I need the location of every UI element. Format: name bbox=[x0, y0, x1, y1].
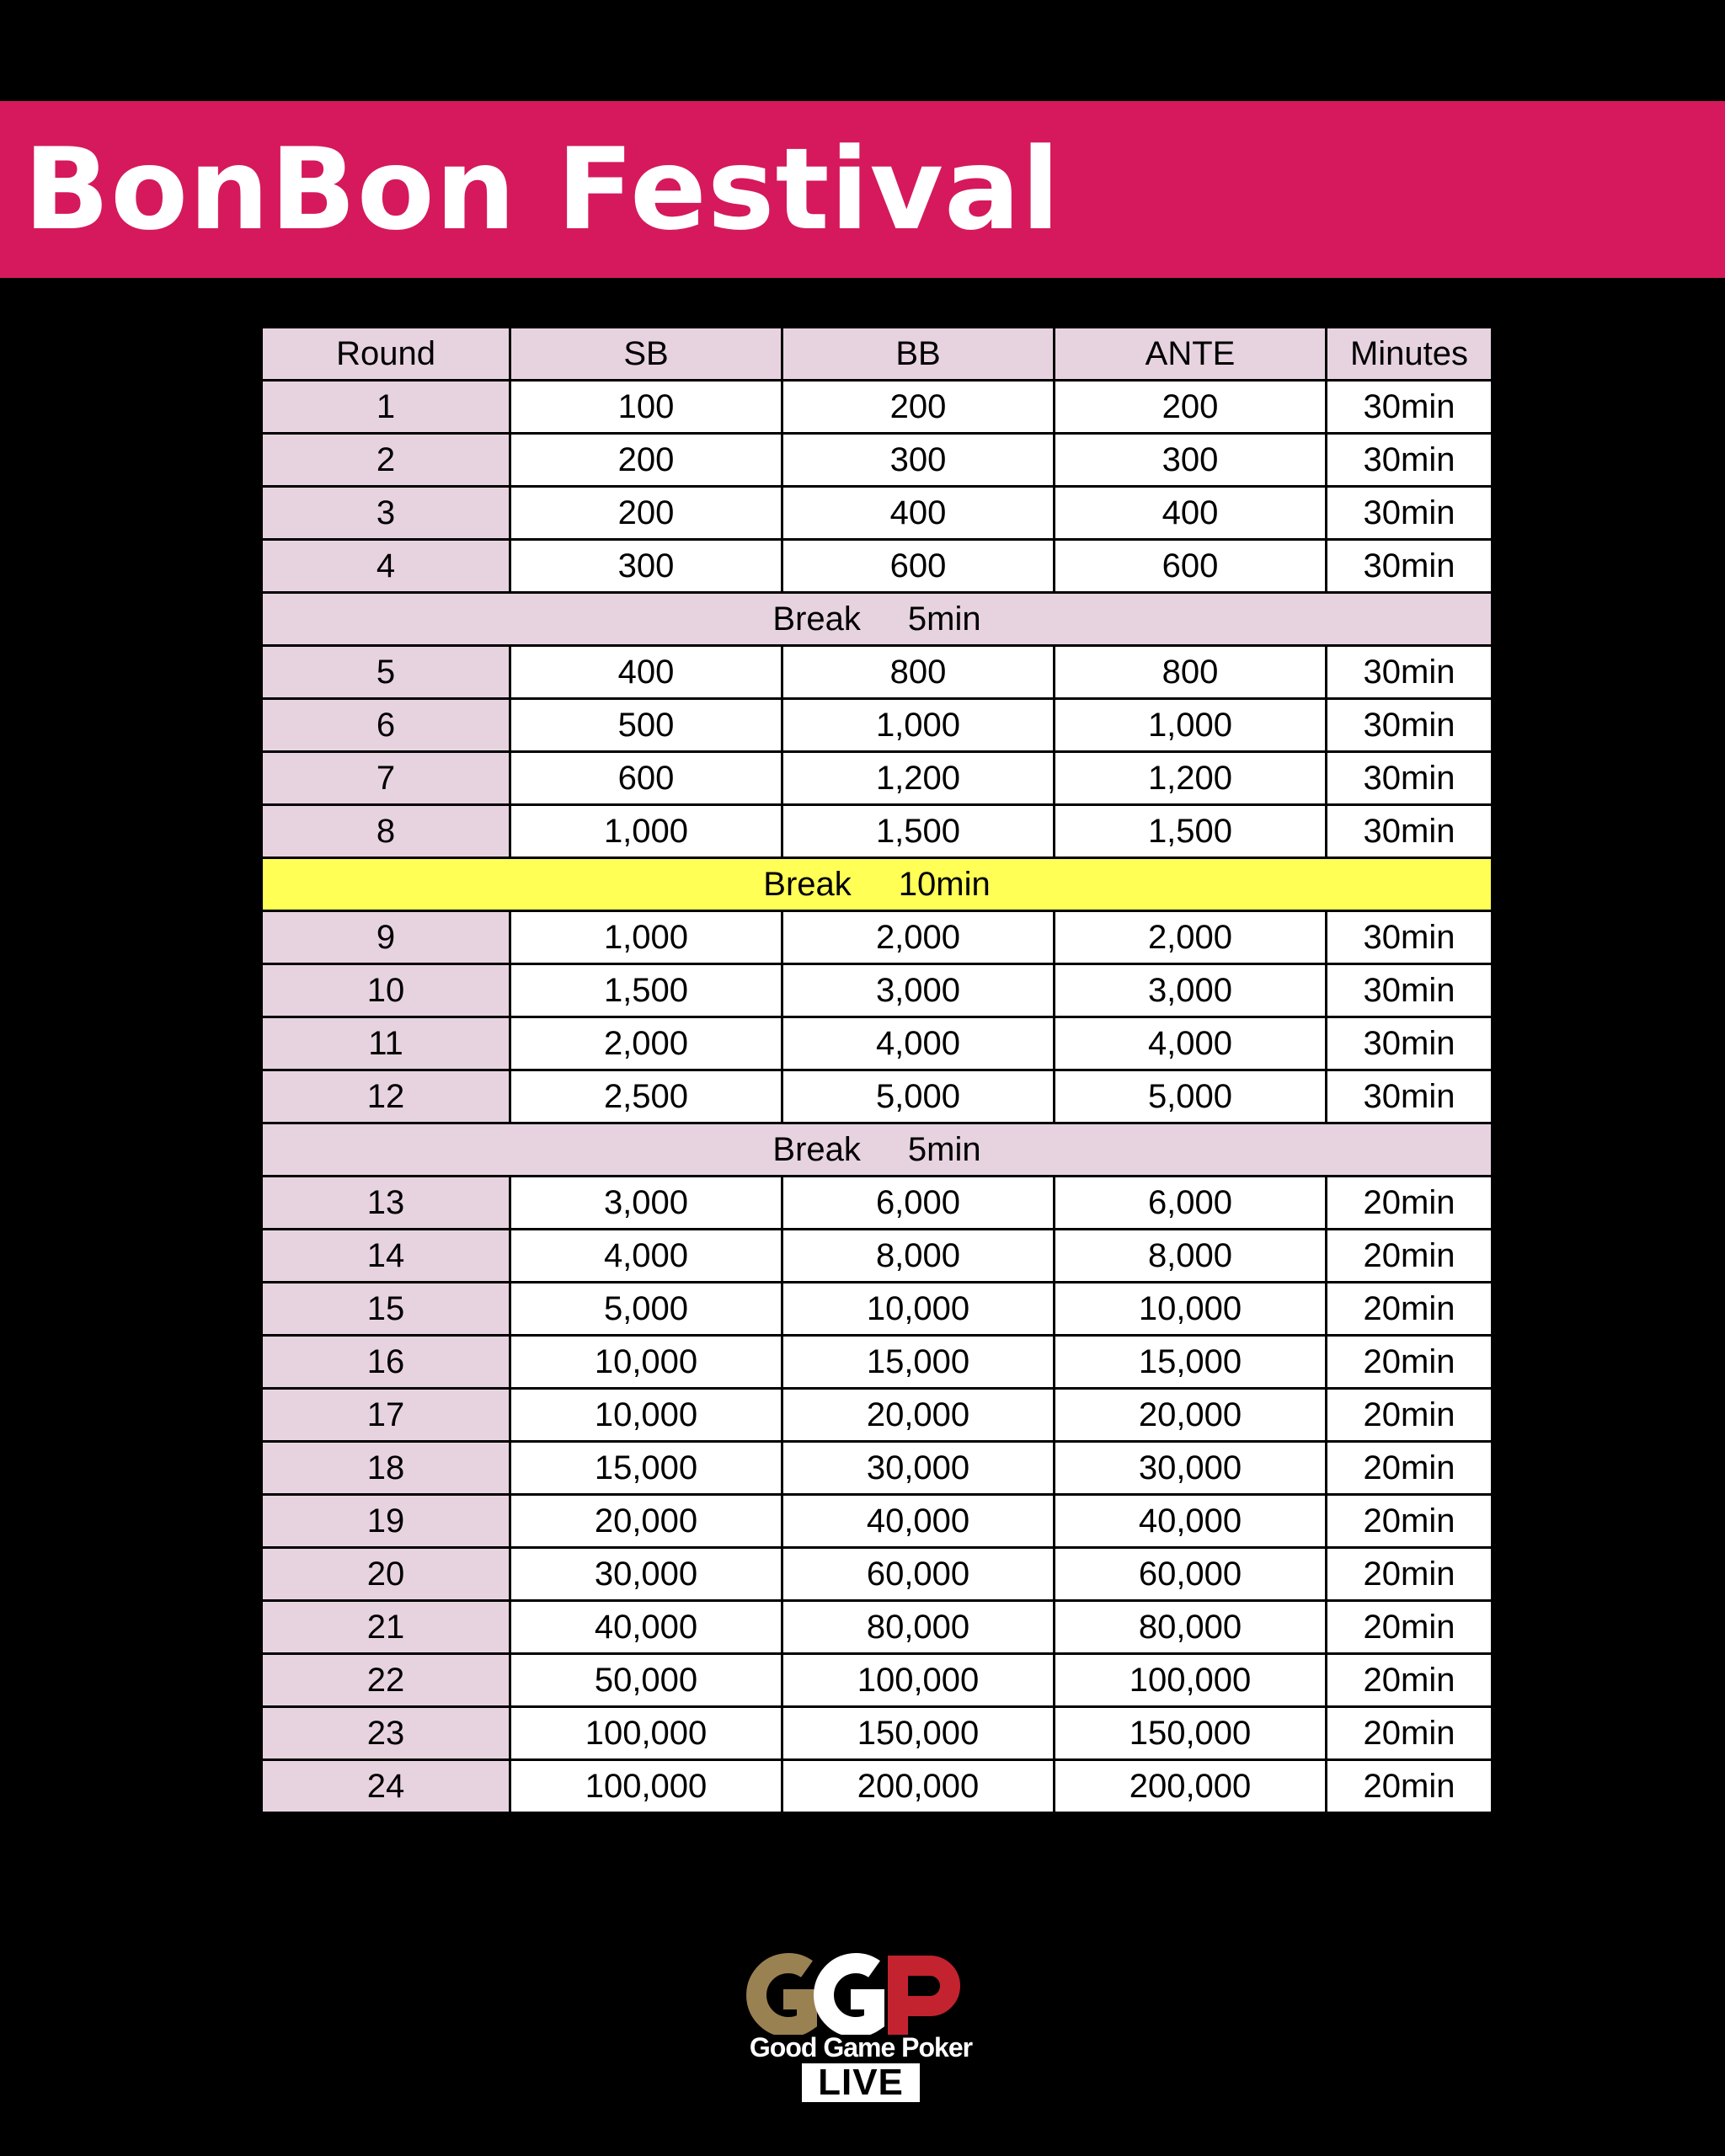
sb-cell: 3,000 bbox=[510, 1177, 782, 1230]
bb-cell: 200 bbox=[782, 381, 1055, 434]
minutes-cell: 20min bbox=[1327, 1336, 1493, 1389]
bb-cell: 40,000 bbox=[782, 1495, 1055, 1548]
ante-cell: 30,000 bbox=[1055, 1442, 1327, 1495]
table-row bbox=[262, 487, 1493, 540]
bb-cell: 10,000 bbox=[782, 1283, 1055, 1336]
bb-cell: 2,000 bbox=[782, 911, 1055, 964]
break-duration: 5min bbox=[907, 1130, 981, 1168]
minutes-cell: 30min bbox=[1327, 434, 1493, 487]
table-row bbox=[262, 1442, 1493, 1495]
minutes-cell: 30min bbox=[1327, 540, 1493, 593]
sb-cell: 40,000 bbox=[510, 1601, 782, 1654]
ante-cell: 1,200 bbox=[1055, 752, 1327, 805]
sb-cell: 4,000 bbox=[510, 1230, 782, 1283]
table-header-row bbox=[262, 328, 1493, 381]
bb-cell: 8,000 bbox=[782, 1230, 1055, 1283]
bb-cell: 300 bbox=[782, 434, 1055, 487]
minutes-cell: 30min bbox=[1327, 911, 1493, 964]
bb-cell: 800 bbox=[782, 646, 1055, 699]
sb-cell: 2,000 bbox=[510, 1017, 782, 1070]
bb-cell: 4,000 bbox=[782, 1017, 1055, 1070]
sb-cell: 1,000 bbox=[510, 911, 782, 964]
sb-cell: 50,000 bbox=[510, 1654, 782, 1707]
break-duration: 10min bbox=[898, 865, 991, 903]
table-row bbox=[262, 1495, 1493, 1548]
table-row bbox=[262, 911, 1493, 964]
minutes-cell: 20min bbox=[1327, 1548, 1493, 1601]
minutes-cell: 20min bbox=[1327, 1230, 1493, 1283]
ante-cell: 600 bbox=[1055, 540, 1327, 593]
ggp-logo-mark-icon bbox=[729, 1937, 996, 2063]
ante-cell: 10,000 bbox=[1055, 1283, 1327, 1336]
table-row bbox=[262, 434, 1493, 487]
table-row bbox=[262, 699, 1493, 752]
break-row bbox=[262, 593, 1493, 646]
minutes-cell: 30min bbox=[1327, 964, 1493, 1017]
ante-cell: 8,000 bbox=[1055, 1230, 1327, 1283]
bb-cell: 30,000 bbox=[782, 1442, 1055, 1495]
table-row bbox=[262, 1389, 1493, 1442]
ante-cell: 15,000 bbox=[1055, 1336, 1327, 1389]
sb-cell: 100,000 bbox=[510, 1760, 782, 1813]
ante-cell: 800 bbox=[1055, 646, 1327, 699]
break-cell bbox=[262, 858, 1493, 911]
break-row bbox=[262, 858, 1493, 911]
ante-cell: 4,000 bbox=[1055, 1017, 1327, 1070]
bb-cell: 60,000 bbox=[782, 1548, 1055, 1601]
bb-cell: 80,000 bbox=[782, 1601, 1055, 1654]
round-cell: 4 bbox=[262, 540, 510, 593]
bb-cell: 5,000 bbox=[782, 1070, 1055, 1123]
table-row bbox=[262, 1070, 1493, 1123]
sb-cell: 20,000 bbox=[510, 1495, 782, 1548]
table-row bbox=[262, 1654, 1493, 1707]
ante-cell: 1,000 bbox=[1055, 699, 1327, 752]
table-row bbox=[262, 964, 1493, 1017]
ante-cell: 5,000 bbox=[1055, 1070, 1327, 1123]
table-row bbox=[262, 1283, 1493, 1336]
bb-cell: 150,000 bbox=[782, 1707, 1055, 1760]
bb-cell: 15,000 bbox=[782, 1336, 1055, 1389]
round-cell: 22 bbox=[262, 1654, 510, 1707]
bb-cell: 3,000 bbox=[782, 964, 1055, 1017]
ante-cell: 300 bbox=[1055, 434, 1327, 487]
wordmark: Good Game Poker bbox=[749, 2032, 973, 2063]
ante-cell: 200,000 bbox=[1055, 1760, 1327, 1813]
sb-cell: 10,000 bbox=[510, 1389, 782, 1442]
round-cell: 23 bbox=[262, 1707, 510, 1760]
round-cell: 20 bbox=[262, 1548, 510, 1601]
round-cell: 10 bbox=[262, 964, 510, 1017]
table-row bbox=[262, 540, 1493, 593]
ante-cell: 150,000 bbox=[1055, 1707, 1327, 1760]
table-row bbox=[262, 1760, 1493, 1813]
table-row bbox=[262, 1601, 1493, 1654]
break-label: Break bbox=[763, 865, 852, 903]
page-title: BonBon Festival bbox=[24, 124, 1061, 255]
round-cell: 14 bbox=[262, 1230, 510, 1283]
table-body bbox=[262, 381, 1493, 1813]
sb-cell: 15,000 bbox=[510, 1442, 782, 1495]
live-badge: LIVE bbox=[802, 2063, 920, 2102]
ante-cell: 60,000 bbox=[1055, 1548, 1327, 1601]
minutes-cell: 20min bbox=[1327, 1707, 1493, 1760]
ante-cell: 80,000 bbox=[1055, 1601, 1327, 1654]
round-cell: 21 bbox=[262, 1601, 510, 1654]
table-row bbox=[262, 752, 1493, 805]
round-cell: 19 bbox=[262, 1495, 510, 1548]
round-cell: 12 bbox=[262, 1070, 510, 1123]
bb-cell: 600 bbox=[782, 540, 1055, 593]
table-row bbox=[262, 1707, 1493, 1760]
sb-cell: 2,500 bbox=[510, 1070, 782, 1123]
ante-cell: 2,000 bbox=[1055, 911, 1327, 964]
minutes-cell: 20min bbox=[1327, 1442, 1493, 1495]
column-header-sb: SB bbox=[510, 328, 782, 381]
table-row bbox=[262, 381, 1493, 434]
bb-cell: 1,200 bbox=[782, 752, 1055, 805]
ante-cell: 6,000 bbox=[1055, 1177, 1327, 1230]
sb-cell: 600 bbox=[510, 752, 782, 805]
ggpoker-live-logo bbox=[729, 1937, 996, 2109]
sb-cell: 1,000 bbox=[510, 805, 782, 858]
table-row bbox=[262, 1177, 1493, 1230]
sb-cell: 10,000 bbox=[510, 1336, 782, 1389]
minutes-cell: 20min bbox=[1327, 1495, 1493, 1548]
ante-cell: 400 bbox=[1055, 487, 1327, 540]
minutes-cell: 30min bbox=[1327, 1017, 1493, 1070]
bb-cell: 20,000 bbox=[782, 1389, 1055, 1442]
ante-cell: 100,000 bbox=[1055, 1654, 1327, 1707]
minutes-cell: 20min bbox=[1327, 1177, 1493, 1230]
bb-cell: 6,000 bbox=[782, 1177, 1055, 1230]
minutes-cell: 20min bbox=[1327, 1283, 1493, 1336]
round-cell: 3 bbox=[262, 487, 510, 540]
minutes-cell: 20min bbox=[1327, 1389, 1493, 1442]
table-row bbox=[262, 1336, 1493, 1389]
column-header-bb: BB bbox=[782, 328, 1055, 381]
ante-cell: 40,000 bbox=[1055, 1495, 1327, 1548]
round-cell: 1 bbox=[262, 381, 510, 434]
bb-cell: 400 bbox=[782, 487, 1055, 540]
round-cell: 5 bbox=[262, 646, 510, 699]
table-row bbox=[262, 1230, 1493, 1283]
bb-cell: 200,000 bbox=[782, 1760, 1055, 1813]
round-cell: 6 bbox=[262, 699, 510, 752]
break-label: Break bbox=[772, 1130, 861, 1168]
minutes-cell: 30min bbox=[1327, 1070, 1493, 1123]
ante-cell: 3,000 bbox=[1055, 964, 1327, 1017]
column-header-ante: ANTE bbox=[1055, 328, 1327, 381]
minutes-cell: 30min bbox=[1327, 381, 1493, 434]
bb-cell: 1,000 bbox=[782, 699, 1055, 752]
round-cell: 8 bbox=[262, 805, 510, 858]
round-cell: 9 bbox=[262, 911, 510, 964]
minutes-cell: 30min bbox=[1327, 805, 1493, 858]
round-cell: 17 bbox=[262, 1389, 510, 1442]
minutes-cell: 20min bbox=[1327, 1760, 1493, 1813]
break-label: Break bbox=[772, 600, 861, 638]
blind-structure-table bbox=[260, 326, 1493, 1814]
ante-cell: 200 bbox=[1055, 381, 1327, 434]
table-row bbox=[262, 646, 1493, 699]
minutes-cell: 30min bbox=[1327, 646, 1493, 699]
table-row bbox=[262, 1017, 1493, 1070]
round-cell: 16 bbox=[262, 1336, 510, 1389]
minutes-cell: 20min bbox=[1327, 1654, 1493, 1707]
round-cell: 11 bbox=[262, 1017, 510, 1070]
sb-cell: 300 bbox=[510, 540, 782, 593]
break-cell bbox=[262, 593, 1493, 646]
sb-cell: 100,000 bbox=[510, 1707, 782, 1760]
minutes-cell: 20min bbox=[1327, 1601, 1493, 1654]
ante-cell: 20,000 bbox=[1055, 1389, 1327, 1442]
break-cell bbox=[262, 1123, 1493, 1177]
ante-cell: 1,500 bbox=[1055, 805, 1327, 858]
minutes-cell: 30min bbox=[1327, 487, 1493, 540]
minutes-cell: 30min bbox=[1327, 699, 1493, 752]
column-header-minutes: Minutes bbox=[1327, 328, 1493, 381]
table-row bbox=[262, 805, 1493, 858]
column-header-round: Round bbox=[262, 328, 510, 381]
minutes-cell: 30min bbox=[1327, 752, 1493, 805]
sb-cell: 500 bbox=[510, 699, 782, 752]
round-cell: 13 bbox=[262, 1177, 510, 1230]
break-duration: 5min bbox=[907, 600, 981, 638]
round-cell: 24 bbox=[262, 1760, 510, 1813]
title-banner bbox=[0, 101, 1725, 278]
sb-cell: 200 bbox=[510, 487, 782, 540]
break-row bbox=[262, 1123, 1493, 1177]
round-cell: 7 bbox=[262, 752, 510, 805]
sb-cell: 5,000 bbox=[510, 1283, 782, 1336]
round-cell: 18 bbox=[262, 1442, 510, 1495]
sb-cell: 30,000 bbox=[510, 1548, 782, 1601]
bb-cell: 1,500 bbox=[782, 805, 1055, 858]
blind-structure-table-wrapper bbox=[260, 326, 1495, 1814]
sb-cell: 1,500 bbox=[510, 964, 782, 1017]
sb-cell: 400 bbox=[510, 646, 782, 699]
round-cell: 2 bbox=[262, 434, 510, 487]
bb-cell: 100,000 bbox=[782, 1654, 1055, 1707]
sb-cell: 100 bbox=[510, 381, 782, 434]
table-row bbox=[262, 1548, 1493, 1601]
round-cell: 15 bbox=[262, 1283, 510, 1336]
sb-cell: 200 bbox=[510, 434, 782, 487]
